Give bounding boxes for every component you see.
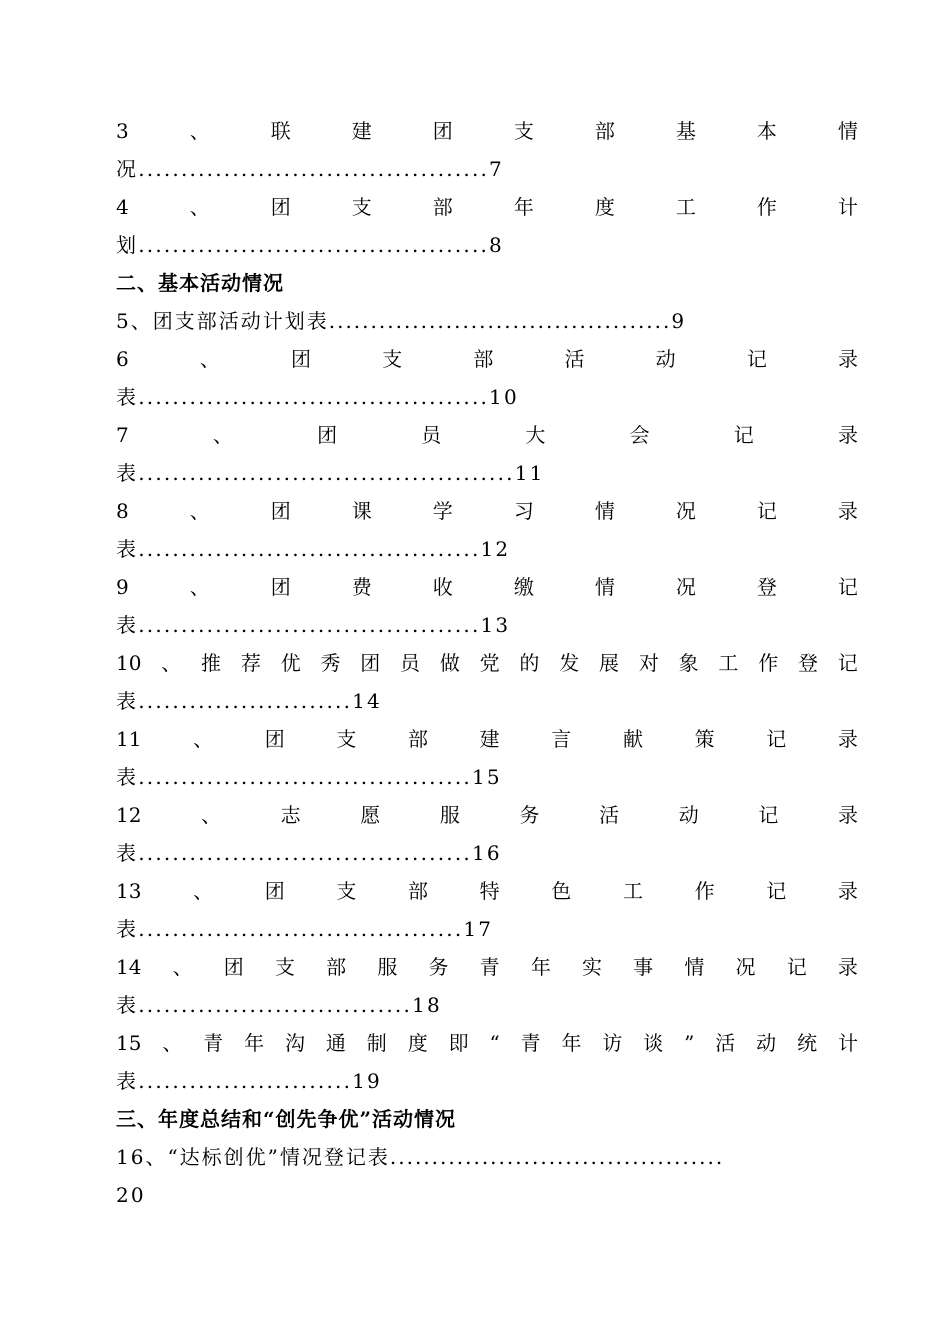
toc-leader-line: 划.........................................8 xyxy=(116,233,504,257)
toc-entry-char: 记 xyxy=(746,347,767,371)
toc-entry-char: 事 xyxy=(633,955,654,979)
toc-entry-char: 青 xyxy=(203,1031,224,1055)
toc-entry-line: 5、团支部活动计划表.........................................9 xyxy=(116,309,687,333)
toc-entry-char: 发 xyxy=(559,651,580,675)
toc-entry-char: 7 xyxy=(116,423,129,447)
toc-entry-char: 献 xyxy=(622,727,643,751)
toc-entry-char: 党 xyxy=(479,651,500,675)
toc-entry-line xyxy=(116,644,858,682)
toc-entry-char: 青 xyxy=(479,955,500,979)
toc-entry-char: 、 xyxy=(199,347,220,371)
table-of-contents xyxy=(116,112,858,1214)
toc-entry-char: 支 xyxy=(351,195,372,219)
section-heading: 二、基本活动情况 xyxy=(116,271,284,295)
toc-entry-char: 部 xyxy=(408,727,429,751)
toc-entry-char: 计 xyxy=(837,1031,858,1055)
toc-entry-char: 推 xyxy=(201,651,222,675)
toc-leader-line: 表................................18 xyxy=(116,993,442,1017)
toc-entry-char: 记 xyxy=(837,575,858,599)
toc-leader-line: 表.........................19 xyxy=(116,1069,382,1093)
toc-entry-char: 团 xyxy=(264,727,285,751)
toc-entry-char: 基 xyxy=(675,119,696,143)
toc-entry-char: 记 xyxy=(733,423,754,447)
toc-entry-char: 缴 xyxy=(513,575,534,599)
toc-entry-char: 课 xyxy=(351,499,372,523)
toc-entry-char: 记 xyxy=(837,651,858,675)
toc-entry-char: 、 xyxy=(161,651,182,675)
toc-leader-line: 20 xyxy=(116,1183,146,1207)
toc-entry-char: 团 xyxy=(223,955,244,979)
toc-entry-char: 策 xyxy=(694,727,715,751)
toc-leader-line: 表.......................................15 xyxy=(116,765,502,789)
toc-entry-char: 工 xyxy=(675,195,696,219)
toc-entry-line: 16、“达标创优”情况登记表........................................ xyxy=(116,1145,725,1169)
toc-entry-char: 况 xyxy=(675,499,696,523)
toc-entry-char: 学 xyxy=(432,499,453,523)
toc-entry-char: 14 xyxy=(116,955,142,979)
toc-entry-char: 年 xyxy=(561,1031,582,1055)
toc-entry-char: 部 xyxy=(408,879,429,903)
toc-entry-char: 本 xyxy=(756,119,777,143)
toc-leader-line: 表........................................13 xyxy=(116,613,511,637)
toc-entry-char: 支 xyxy=(336,727,357,751)
toc-entry-char: 服 xyxy=(377,955,398,979)
toc-entry-char: 团 xyxy=(264,879,285,903)
toc-entry-char: 记 xyxy=(758,803,779,827)
toc-entry-char: 展 xyxy=(599,651,620,675)
toc-entry-char: 团 xyxy=(270,195,291,219)
toc-leader-line: 表........................................12 xyxy=(116,537,511,561)
toc-entry-char: 录 xyxy=(837,879,858,903)
toc-entry-char: 联 xyxy=(270,119,291,143)
toc-entry-char: 支 xyxy=(513,119,534,143)
toc-entry-char: 团 xyxy=(270,575,291,599)
toc-entry-char: 况 xyxy=(675,575,696,599)
toc-entry-char: 情 xyxy=(594,575,615,599)
toc-entry-char: 、 xyxy=(201,803,222,827)
toc-entry-char: 动 xyxy=(756,1031,777,1055)
toc-entry-line xyxy=(116,416,858,454)
toc-entry-char: 10 xyxy=(116,651,142,675)
toc-entry-char: 象 xyxy=(678,651,699,675)
toc-entry-char: 谈 xyxy=(643,1031,664,1055)
toc-entry-char: 收 xyxy=(432,575,453,599)
toc-entry-char: 荐 xyxy=(240,651,261,675)
toc-entry-char: 、 xyxy=(189,119,210,143)
toc-entry-char: 动 xyxy=(655,347,676,371)
toc-entry-char: 员 xyxy=(400,651,421,675)
toc-entry-line xyxy=(116,720,858,758)
toc-entry-char: 团 xyxy=(360,651,381,675)
toc-entry-char: 记 xyxy=(756,499,777,523)
toc-entry-char: 、 xyxy=(189,499,210,523)
toc-entry-char: 、 xyxy=(193,879,214,903)
toc-entry-char: 年 xyxy=(530,955,551,979)
toc-entry-char: 、 xyxy=(162,1031,183,1055)
section-heading: 三、年度总结和“创先争优”活动情况 xyxy=(116,1107,457,1131)
toc-entry-char: 务 xyxy=(519,803,540,827)
toc-entry-char: 情 xyxy=(594,499,615,523)
toc-entry-char: 记 xyxy=(786,955,807,979)
toc-entry-line xyxy=(116,568,858,606)
toc-entry-char: “ xyxy=(489,1031,500,1055)
toc-entry-char: 登 xyxy=(756,575,777,599)
toc-entry-char: 、 xyxy=(193,727,214,751)
toc-entry-char: 录 xyxy=(837,803,858,827)
toc-entry-char: 团 xyxy=(432,119,453,143)
toc-entry-char: 统 xyxy=(797,1031,818,1055)
toc-entry-char: 部 xyxy=(326,955,347,979)
toc-entry-char: 情 xyxy=(684,955,705,979)
toc-entry-char: 9 xyxy=(116,575,129,599)
toc-entry-char: 愿 xyxy=(360,803,381,827)
toc-entry-char: 、 xyxy=(172,955,193,979)
toc-entry-char: 况 xyxy=(735,955,756,979)
toc-entry-char: 活 xyxy=(715,1031,736,1055)
toc-entry-char: 动 xyxy=(678,803,699,827)
toc-entry-char: 习 xyxy=(513,499,534,523)
toc-entry-char: 作 xyxy=(694,879,715,903)
toc-leader-line: 表......................................17 xyxy=(116,917,494,941)
toc-entry-char: 制 xyxy=(366,1031,387,1055)
toc-entry-char: 员 xyxy=(421,423,442,447)
toc-entry-char: 建 xyxy=(479,727,500,751)
toc-entry-char: 的 xyxy=(519,651,540,675)
toc-entry-char: 、 xyxy=(189,575,210,599)
toc-entry-char: 3 xyxy=(116,119,129,143)
toc-entry-char: 特 xyxy=(479,879,500,903)
toc-entry-char: 录 xyxy=(837,499,858,523)
toc-entry-char: 工 xyxy=(622,879,643,903)
toc-entry-char: 6 xyxy=(116,347,129,371)
toc-entry-line xyxy=(116,188,858,226)
toc-entry-char: 对 xyxy=(638,651,659,675)
toc-entry-char: 录 xyxy=(837,727,858,751)
toc-entry-char: 团 xyxy=(317,423,338,447)
toc-entry-char: 情 xyxy=(837,119,858,143)
toc-entry-char: 大 xyxy=(525,423,546,447)
toc-entry-line xyxy=(116,1024,858,1062)
toc-leader-line: 况.........................................7 xyxy=(116,157,504,181)
toc-entry-char: 做 xyxy=(439,651,460,675)
toc-entry-char: 部 xyxy=(594,119,615,143)
toc-entry-char: 支 xyxy=(382,347,403,371)
toc-entry-char: 年 xyxy=(513,195,534,219)
toc-entry-char: 实 xyxy=(582,955,602,979)
toc-entry-line xyxy=(116,796,858,834)
toc-entry-char: 录 xyxy=(837,955,858,979)
toc-entry-char: 活 xyxy=(599,803,620,827)
toc-entry-char: 录 xyxy=(837,347,858,371)
toc-entry-line xyxy=(116,872,858,910)
toc-entry-char: 13 xyxy=(116,879,142,903)
toc-entry-line xyxy=(116,492,858,530)
toc-entry-char: 12 xyxy=(116,803,142,827)
toc-entry-line xyxy=(116,948,858,986)
toc-entry-char: 即 xyxy=(448,1031,469,1055)
toc-entry-char: 通 xyxy=(325,1031,346,1055)
toc-entry-char: 青 xyxy=(520,1031,541,1055)
toc-entry-char: 志 xyxy=(280,803,301,827)
toc-entry-char: 活 xyxy=(564,347,585,371)
toc-entry-char: 度 xyxy=(407,1031,428,1055)
toc-entry-char: 、 xyxy=(189,195,210,219)
toc-entry-char: 计 xyxy=(837,195,858,219)
toc-entry-char: 作 xyxy=(756,195,777,219)
toc-entry-char: 录 xyxy=(837,423,858,447)
toc-leader-line: 表.........................................10 xyxy=(116,385,519,409)
toc-leader-line: 表............................................11 xyxy=(116,461,545,485)
toc-entry-char: 8 xyxy=(116,499,129,523)
toc-entry-char: 秀 xyxy=(320,651,341,675)
toc-entry-line xyxy=(116,340,858,378)
toc-entry-char: 支 xyxy=(274,955,295,979)
toc-entry-char: 沟 xyxy=(285,1031,306,1055)
toc-entry-char: 记 xyxy=(766,879,787,903)
toc-leader-line: 表.......................................16 xyxy=(116,841,502,865)
toc-entry-char: 访 xyxy=(602,1031,623,1055)
toc-entry-char: 部 xyxy=(432,195,453,219)
toc-entry-char: 年 xyxy=(244,1031,265,1055)
toc-entry-char: 15 xyxy=(116,1031,142,1055)
toc-entry-line xyxy=(116,112,858,150)
toc-entry-char: 建 xyxy=(351,119,372,143)
toc-entry-char: 登 xyxy=(798,651,818,675)
toc-entry-char: 部 xyxy=(473,347,494,371)
toc-entry-char: 度 xyxy=(594,195,615,219)
toc-entry-char: ” xyxy=(684,1031,695,1055)
toc-entry-char: 11 xyxy=(116,727,142,751)
toc-entry-char: 务 xyxy=(428,955,449,979)
toc-entry-char: 支 xyxy=(336,879,357,903)
toc-entry-char: 4 xyxy=(116,195,129,219)
toc-entry-char: 费 xyxy=(351,575,372,599)
toc-entry-char: 、 xyxy=(212,423,233,447)
toc-entry-char: 团 xyxy=(291,347,312,371)
toc-entry-char: 会 xyxy=(629,423,650,447)
toc-entry-char: 作 xyxy=(758,651,779,675)
toc-entry-char: 优 xyxy=(280,651,301,675)
toc-entry-char: 记 xyxy=(766,727,787,751)
toc-entry-char: 服 xyxy=(439,803,460,827)
toc-entry-char: 言 xyxy=(551,727,572,751)
toc-entry-char: 团 xyxy=(270,499,291,523)
toc-entry-char: 色 xyxy=(551,879,572,903)
toc-entry-char: 工 xyxy=(718,651,739,675)
toc-leader-line: 表.........................14 xyxy=(116,689,382,713)
